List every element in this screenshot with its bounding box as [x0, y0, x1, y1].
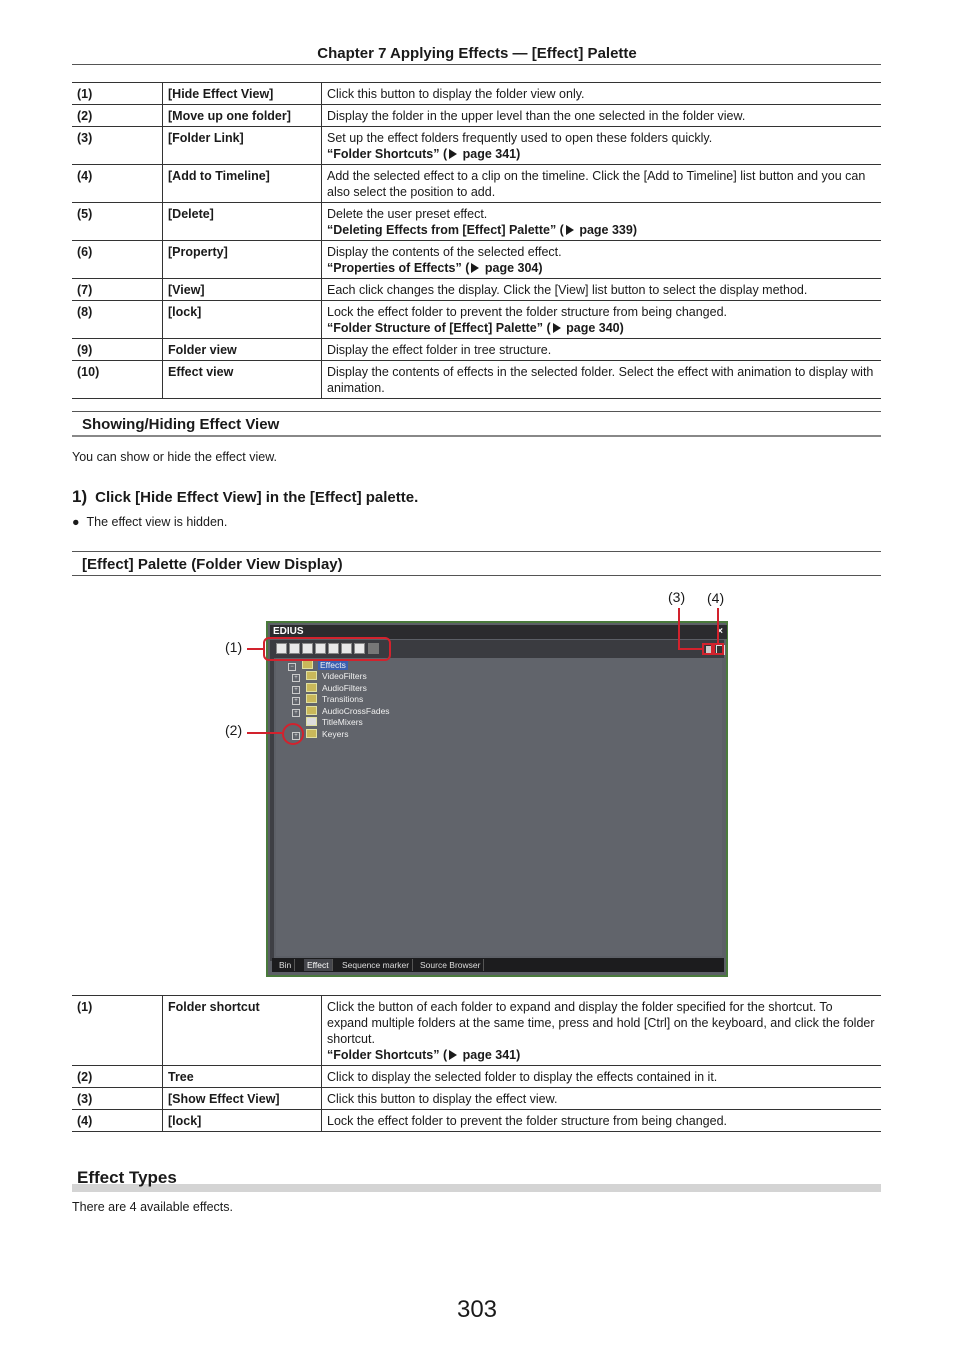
folder-view-pane — [276, 658, 722, 956]
row-name: [Property] — [163, 241, 322, 279]
row-description: Display the folder in the upper level than the one selected in the folder view. — [322, 105, 882, 127]
table-row — [72, 1110, 881, 1132]
palette-left-strip — [270, 658, 274, 961]
header-rule — [72, 64, 881, 65]
row-name: Folder shortcut — [163, 996, 322, 1066]
table-row — [72, 165, 881, 203]
tab-bin[interactable]: Bin — [276, 959, 295, 971]
table-row — [72, 127, 881, 165]
page-number: 303 — [456, 1296, 498, 1323]
row-name: [lock] — [163, 301, 322, 339]
step-1 — [72, 487, 418, 507]
section-title: [Effect] Palette (Folder View Display) — [82, 556, 343, 573]
table-row — [72, 301, 881, 339]
row-name: [Folder Link] — [163, 127, 322, 165]
palette-tabs — [272, 958, 724, 972]
row-number: (8) — [72, 301, 163, 339]
row-description: Lock the effect folder to prevent the folder structure from being changed. — [322, 1110, 882, 1132]
page-arrow-icon — [471, 263, 479, 273]
chapter-header: Chapter 7 Applying Effects — [Effect] Palette — [317, 45, 637, 62]
row-description: Click this button to display the folder view only. — [322, 83, 882, 105]
bullet-text: The effect view is hidden. — [86, 515, 228, 529]
table-row — [72, 203, 881, 241]
row-description: Set up the effect folders frequently used to open these folders quickly. “Folder Shortcuts” ( page 341) — [322, 127, 882, 165]
section-intro: You can show or hide the effect view. — [72, 450, 277, 464]
section-intro: There are 4 available effects. — [72, 1200, 233, 1214]
row-number: (7) — [72, 279, 163, 301]
row-description: Lock the effect folder to prevent the folder structure from being changed. “Folder Structure of [Effect] Palette” ( page 340) — [322, 301, 882, 339]
tree-item[interactable]: + AudioFilters — [292, 683, 367, 694]
tab-source-browser[interactable]: Source Browser — [417, 959, 484, 971]
page-arrow-icon — [566, 225, 574, 235]
row-name: [Move up one folder] — [163, 105, 322, 127]
row-description: Add the selected effect to a clip on the timeline. Click the [Add to Timeline] list button and you can also select the position to add. — [322, 165, 882, 203]
close-icon[interactable]: × — [717, 626, 723, 637]
step-text: Click [Hide Effect View] in the [Effect] palette. — [95, 489, 419, 506]
tree-item[interactable]: + Keyers — [292, 729, 348, 740]
folder-view-description-table — [72, 995, 881, 1132]
section-title: Effect Types — [77, 1168, 177, 1187]
row-number: (4) — [72, 1110, 163, 1132]
row-name: Folder view — [163, 339, 322, 361]
row-description: Display the effect folder in tree structure. — [322, 339, 882, 361]
callout-1-line — [247, 648, 263, 650]
tree-item[interactable]: + AudioCrossFades — [292, 706, 390, 717]
page-reference[interactable]: “Folder Shortcuts” ( page 341) — [327, 147, 521, 161]
section-folder-view — [72, 551, 881, 576]
section-showing-hiding — [72, 411, 881, 437]
row-name: Tree — [163, 1066, 322, 1088]
row-number: (5) — [72, 203, 163, 241]
callout-4-highlight — [713, 643, 724, 655]
bullet-item — [72, 515, 227, 529]
page-arrow-icon — [449, 149, 457, 159]
row-description: Delete the user preset effect. “Deleting Effects from [Effect] Palette” ( page 339) — [322, 203, 882, 241]
table-row — [72, 339, 881, 361]
row-name: [lock] — [163, 1110, 322, 1132]
callout-1-highlight — [263, 637, 391, 661]
table-row — [72, 1088, 881, 1110]
tree-item[interactable]: TitleMixers — [292, 717, 363, 728]
row-number: (2) — [72, 1066, 163, 1088]
page-arrow-icon — [553, 323, 561, 333]
row-number: (9) — [72, 339, 163, 361]
table-row — [72, 279, 881, 301]
page-reference[interactable]: “Folder Shortcuts” ( page 341) — [327, 1048, 521, 1062]
callout-3-highlight — [702, 643, 713, 655]
callout-4-label: (4) — [707, 590, 725, 606]
row-description: Click to display the selected folder to display the effects contained in it. — [322, 1066, 882, 1088]
row-name: [Add to Timeline] — [163, 165, 322, 203]
callout-3-label: (3) — [668, 589, 686, 605]
step-number: 1) — [72, 487, 88, 506]
callout-2-highlight — [282, 723, 304, 745]
page-arrow-icon — [449, 1050, 457, 1060]
tree-item[interactable]: + VideoFilters — [292, 671, 367, 682]
row-name: Effect view — [163, 361, 322, 399]
effect-palette-screenshot — [266, 621, 728, 977]
row-description: Display the contents of the selected effect. “Properties of Effects” ( page 304) — [322, 241, 882, 279]
table-row — [72, 105, 881, 127]
section-effect-types — [72, 1168, 881, 1192]
table-row — [72, 361, 881, 399]
callout-4-line — [717, 608, 719, 643]
tree-root[interactable]: − Effects — [288, 660, 348, 671]
callout-2-label: (2) — [225, 722, 243, 738]
table-row — [72, 996, 881, 1066]
section-title: Showing/Hiding Effect View — [82, 416, 280, 433]
row-number: (3) — [72, 1088, 163, 1110]
callout-1-label: (1) — [225, 639, 243, 655]
page-reference[interactable]: “Folder Structure of [Effect] Palette” ( page 340) — [327, 321, 624, 335]
row-name: [Show Effect View] — [163, 1088, 322, 1110]
row-description: Each click changes the display. Click the [View] list button to select the display method. — [322, 279, 882, 301]
row-description: Click the button of each folder to expand and display the folder specified for the shortcut. To expand multiple folders at the same time, press and hold [Ctrl] on the keyboard, and click the folder shortcut. “Folder Shortcuts” ( page 341) — [322, 996, 882, 1066]
tab-effect[interactable]: Effect — [304, 959, 333, 971]
callout-3-line-v — [678, 608, 680, 649]
button-description-table — [72, 82, 881, 399]
table-row — [72, 241, 881, 279]
page-reference[interactable]: “Properties of Effects” ( page 304) — [327, 261, 543, 275]
page-reference[interactable]: “Deleting Effects from [Effect] Palette” ( page 339) — [327, 223, 637, 237]
callout-3-line-h — [678, 648, 704, 650]
row-description: Click this button to display the effect view. — [322, 1088, 882, 1110]
table-row — [72, 83, 881, 105]
row-number: (4) — [72, 165, 163, 203]
row-number: (2) — [72, 105, 163, 127]
row-description: Display the contents of effects in the selected folder. Select the effect with animation to display with animation. — [322, 361, 882, 399]
row-number: (3) — [72, 127, 163, 165]
app-title: EDIUS — [273, 626, 304, 637]
tab-sequence-marker[interactable]: Sequence marker — [339, 959, 413, 971]
tree-item[interactable]: + Transitions — [292, 694, 363, 705]
row-name: [Delete] — [163, 203, 322, 241]
row-name: [View] — [163, 279, 322, 301]
row-number: (1) — [72, 83, 163, 105]
row-number: (1) — [72, 996, 163, 1066]
row-number: (10) — [72, 361, 163, 399]
row-number: (6) — [72, 241, 163, 279]
table-row — [72, 1066, 881, 1088]
callout-2-line — [247, 732, 282, 734]
section-title-bar — [72, 1184, 881, 1192]
row-name: [Hide Effect View] — [163, 83, 322, 105]
bullet-icon: ● — [72, 515, 80, 529]
